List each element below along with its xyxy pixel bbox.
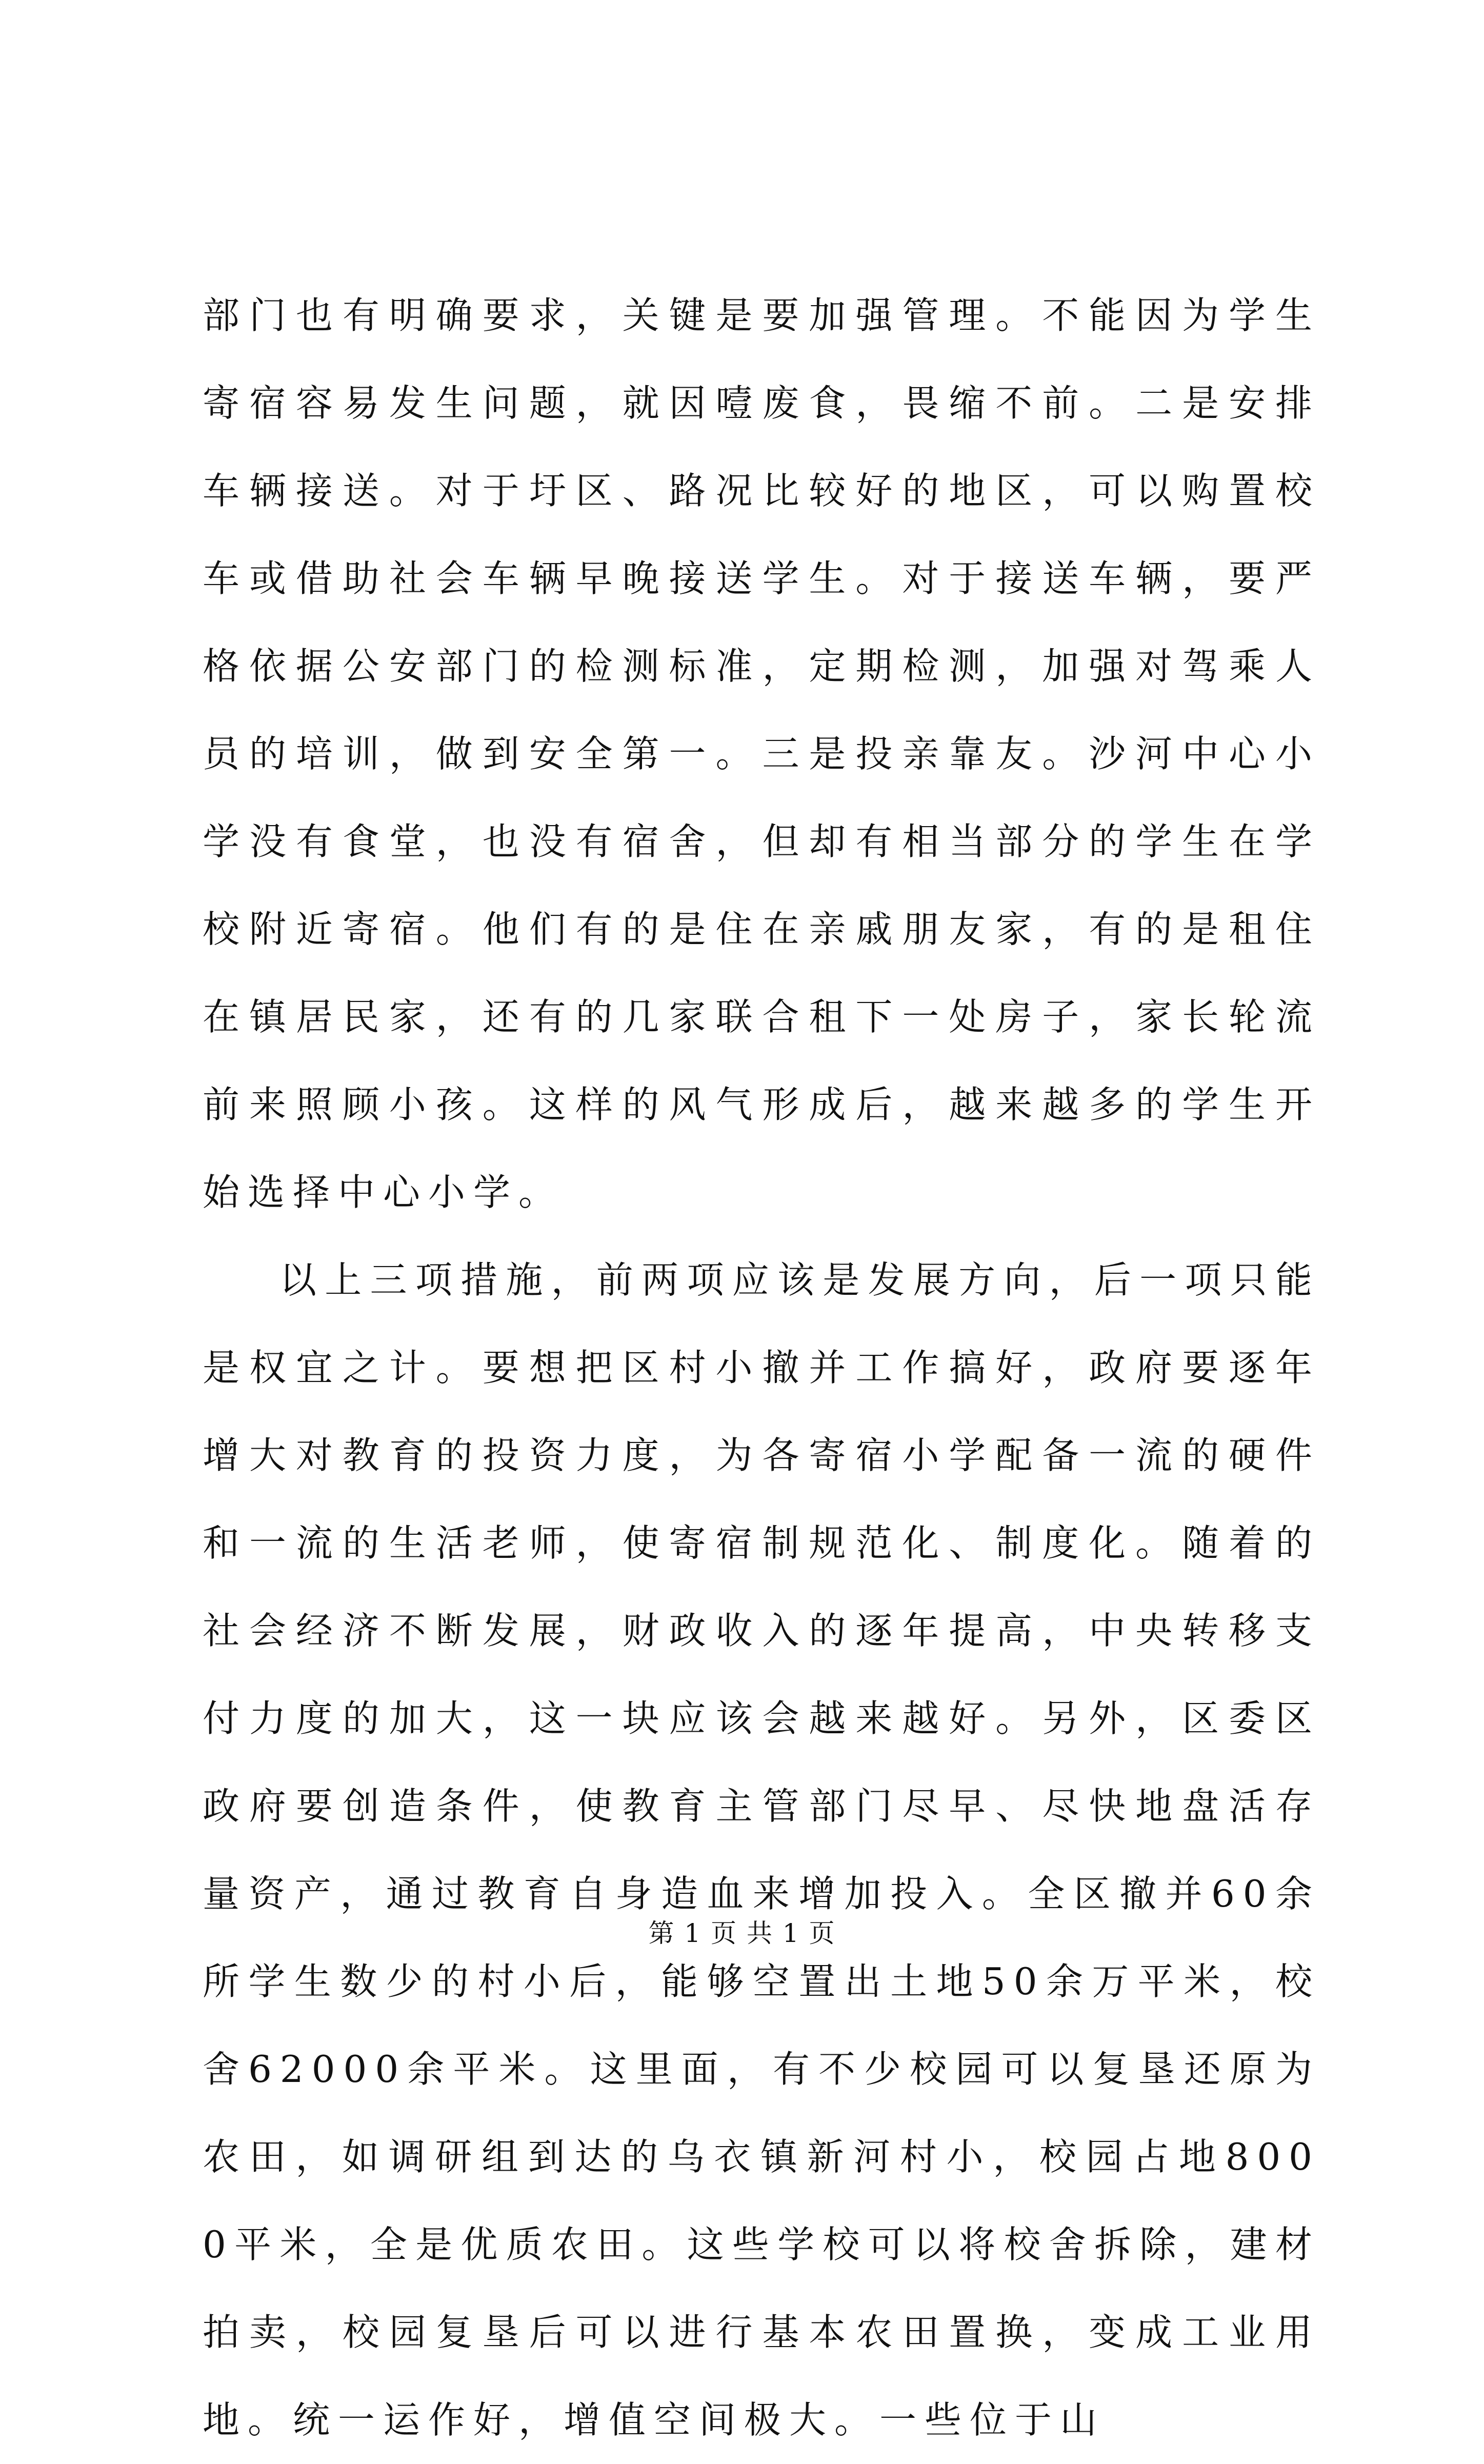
document-body — [203, 272, 1320, 2464]
page-footer: 第 1 页 共 1 页 — [648, 1918, 836, 1948]
paragraph-2: 以上三项措施，前两项应该是发展方向，后一项只能是权宜之计。要想把区村小撤并工作搞好，政府要逐年增大对教育的投资力度，为各寄宿小学配备一流的硬件和一流的生活老师，使寄宿制规范化、制度化。随着的社会经济不断发展，财政收入的逐年提高，中央转移支付力度的加大，这一块应该会越来越好。另外，区委区政府要创造条件，使教育主管部门尽早、尽快地盘活存量资产，通过教育自身造血来增加投入。全区撤并60余所学生数少的村小后，能够空置出土地50余万平米，校舍62000余平米。这里面，有不少校园可以复垦还原为农田，如调研组到达的乌衣镇新河村小，校园占地8000平米，全是优质农田。这些学校可以将校舍拆除，建材拍卖，校园复垦后可以进行基本农田置换，变成工业用地。统一运作好，增值空间极大。一些位于山 — [203, 1258, 1320, 2441]
paragraph-1: 部门也有明确要求，关键是要加强管理。不能因为学生寄宿容易发生问题，就因噎废食，畏缩不前。二是安排车辆接送。对于圩区、路况比较好的地区，可以购置校车或借助社会车辆早晚接送学生。对于接送车辆，要严格依据公安部门的检测标准，定期检测，加强对驾乘人员的培训，做到安全第一。三是投亲靠友。沙河中心小学没有食堂，也没有宿舍，但却有相当部分的学生在学校附近寄宿。他们有的是住在亲戚朋友家，有的是租住在镇居民家，还有的几家联合租下一处房子，家长轮流前来照顾小孩。这样的风气形成后，越来越多的学生开始选择中心小学。 — [203, 294, 1320, 1214]
